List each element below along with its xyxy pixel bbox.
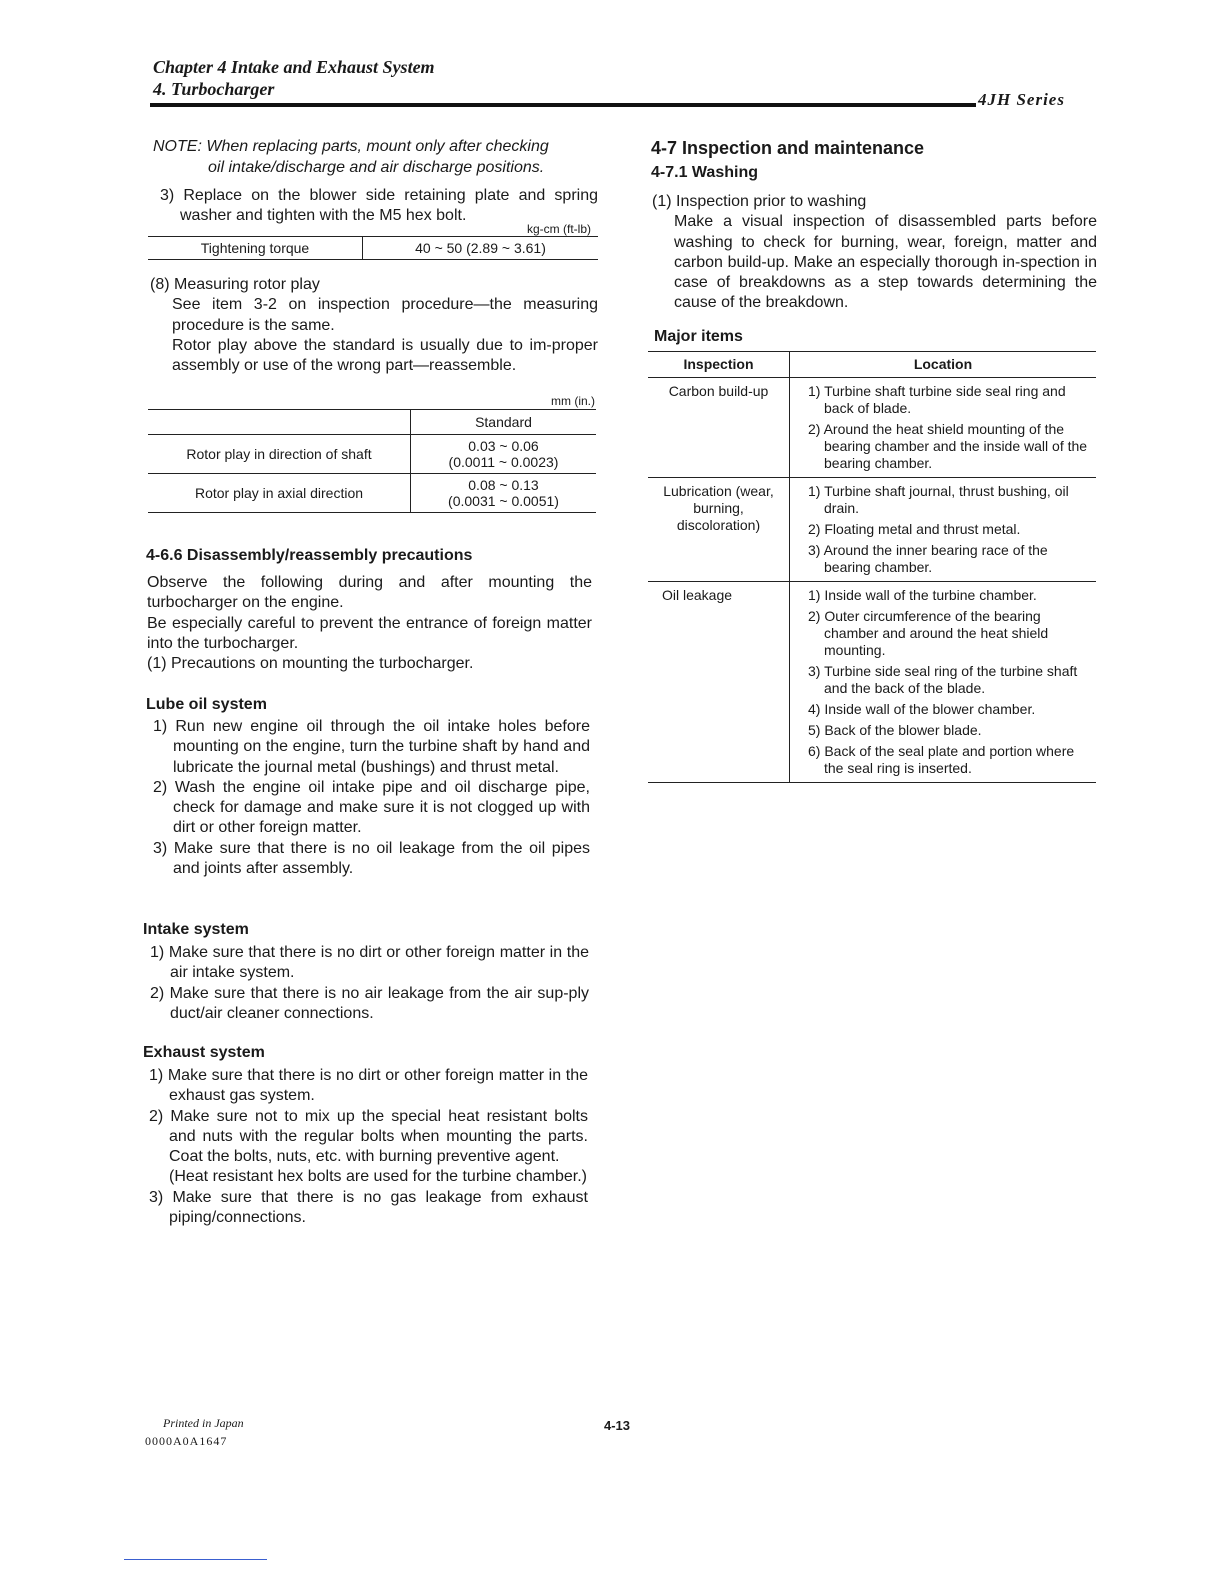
inspection-step-title: (1) Inspection prior to washing bbox=[652, 193, 867, 210]
section-title: 4. Turbocharger bbox=[153, 79, 275, 99]
torque-label: Tightening torque bbox=[148, 237, 363, 260]
intake-system-title: Intake system bbox=[143, 921, 249, 938]
rotor-play-table bbox=[148, 409, 596, 513]
exhaust-system-title: Exhaust system bbox=[143, 1044, 265, 1061]
col-inspection-header: Inspection bbox=[648, 352, 790, 378]
location-list bbox=[790, 383, 1092, 472]
list-item: 1) Inside wall of the turbine chamber. bbox=[808, 587, 1037, 603]
table-row bbox=[648, 478, 1096, 582]
list-item: 2) Around the heat shield mounting of the bearing chamber and the inside wall of the bearing chamber. bbox=[808, 421, 1088, 471]
step-8-para-1: See item 3-2 on inspection procedure—the measuring procedure is the same. bbox=[172, 296, 598, 334]
section-4-6-6-para-3: (1) Precautions on mounting the turbocharger. bbox=[147, 655, 474, 673]
rotor-row-value bbox=[411, 435, 597, 474]
step-8-title: (8) Measuring rotor play bbox=[150, 276, 320, 293]
list-item: 1) Make sure that there is no dirt or other foreign matter in the air intake system. bbox=[150, 944, 589, 982]
step-8 bbox=[150, 275, 598, 376]
rotor-row-label: Rotor play in axial direction bbox=[148, 474, 411, 513]
inspection-cell: Lubrication (wear, burning, discoloration) bbox=[648, 478, 790, 582]
table-row bbox=[648, 582, 1096, 783]
list-item: 2) Make sure that there is no air leakage from the air sup-ply duct/air cleaner connections. bbox=[150, 984, 589, 1022]
note-line-2: oil intake/discharge and air discharge positions. bbox=[208, 159, 545, 176]
header-rule bbox=[150, 103, 976, 107]
inspection-cell: Carbon build-up bbox=[648, 378, 790, 478]
list-item: 3) Around the inner bearing race of the bearing chamber. bbox=[808, 542, 1048, 575]
list-item: 2) Floating metal and thrust metal. bbox=[808, 521, 1021, 537]
chapter-header bbox=[153, 56, 435, 100]
rotor-value-in: (0.0031 ~ 0.0051) bbox=[448, 493, 559, 509]
step-3 bbox=[160, 186, 598, 227]
note bbox=[153, 136, 599, 178]
section-4-7-title: 4-7 Inspection and maintenance bbox=[651, 138, 925, 158]
list-item: 1) Make sure that there is no dirt or other foreign matter in the exhaust gas system. bbox=[149, 1067, 588, 1105]
section-4-6-6-para-2: Be especially careful to prevent the entrance of foreign matter into the turbocharger. bbox=[147, 614, 592, 652]
inspection-cell: Oil leakage bbox=[648, 582, 790, 783]
series-label: 4JH Series bbox=[978, 90, 1065, 109]
list-item: 3) Make sure that there is no oil leakage from the oil pipes and joints after assembly. bbox=[153, 839, 590, 878]
inspection-step-body: Make a visual inspection of disassembled parts before washing to check for burning, wear, foreign, matter and carbon build-up. Make an especially thorough in-spection in case of breakdowns as a step towards determining the cause of the breakdown. bbox=[674, 213, 1097, 312]
rotor-header-standard: Standard bbox=[475, 414, 532, 430]
list-item: 3) Turbine side seal ring of the turbine shaft and the back of the blade. bbox=[808, 663, 1078, 696]
location-list bbox=[790, 587, 1092, 777]
rotor-row-label: Rotor play in direction of shaft bbox=[148, 435, 411, 474]
rotor-row-value bbox=[411, 474, 597, 513]
rotor-unit: mm (in.) bbox=[551, 394, 595, 408]
step-8-para-2: Rotor play above the standard is usually due to im-proper assembly or use of the wrong part—reassemble. bbox=[172, 336, 598, 375]
location-cell bbox=[790, 478, 1097, 582]
location-cell bbox=[790, 378, 1097, 478]
location-list bbox=[790, 483, 1092, 576]
major-items-table bbox=[648, 351, 1096, 783]
exhaust-system-list bbox=[143, 1066, 588, 1228]
footer-link-line bbox=[124, 1559, 267, 1560]
list-item: 1) Turbine shaft turbine side seal ring and back of blade. bbox=[808, 383, 1066, 416]
list-item: 1) Run new engine oil through the oil intake holes before mounting on the engine, turn the turbine shaft by hand and lubricate the journal metal (bushings) and thrust metal. bbox=[153, 718, 590, 776]
section-4-6-6-title: 4-6.6 Disassembly/reassembly precautions bbox=[146, 547, 473, 564]
printed-in-japan: Printed in Japan bbox=[163, 1416, 244, 1430]
list-item: 1) Turbine shaft journal, thrust bushing, oil drain. bbox=[808, 483, 1069, 516]
list-item: (Heat resistant hex bolts are used for the turbine chamber.) bbox=[169, 1168, 587, 1186]
table-row bbox=[148, 474, 596, 513]
section-4-6-6-para-1: Observe the following during and after mounting the turbocharger on the engine. bbox=[147, 574, 592, 612]
step-3-text: 3) Replace on the blower side retaining plate and spring washer and tighten with the M5 hex bolt. bbox=[160, 187, 598, 225]
list-item: 2) Wash the engine oil intake pipe and oil discharge pipe, check for damage and make sure it is not clogged up with dirt or other foreign matter. bbox=[153, 778, 590, 837]
list-item: 4) Inside wall of the blower chamber. bbox=[808, 701, 1036, 717]
location-cell bbox=[790, 582, 1097, 783]
list-item: 6) Back of the seal plate and portion where the seal ring is inserted. bbox=[808, 743, 1075, 776]
document-code: 0000A0A1647 bbox=[145, 1434, 228, 1448]
rotor-value-mm: 0.08 ~ 0.13 bbox=[468, 477, 539, 493]
lube-oil-title: Lube oil system bbox=[146, 696, 267, 713]
list-item: 2) Make sure not to mix up the special heat resistant bolts and nuts with the regular bolts when mounting the parts. Coat the bolts, nuts, etc. with burning preventive agent. bbox=[149, 1107, 588, 1166]
note-line-1: NOTE: When replacing parts, mount only after checking bbox=[153, 138, 549, 155]
major-items-title: Major items bbox=[654, 328, 743, 345]
section-4-7-1-title: 4-7.1 Washing bbox=[651, 164, 758, 181]
section-4-6-6-body bbox=[147, 573, 592, 674]
rotor-value-mm: 0.03 ~ 0.06 bbox=[468, 438, 539, 454]
list-item: 3) Make sure that there is no gas leakage from exhaust piping/connections. bbox=[149, 1188, 588, 1227]
lube-oil-list bbox=[147, 717, 590, 879]
table-row bbox=[648, 378, 1096, 478]
torque-value: 40 ~ 50 (2.89 ~ 3.61) bbox=[415, 240, 546, 256]
chapter-title: Chapter 4 Intake and Exhaust System bbox=[153, 57, 435, 77]
inspection-prior-washing bbox=[652, 192, 1097, 314]
list-item: 5) Back of the blower blade. bbox=[808, 722, 982, 738]
list-item: 2) Outer circumference of the bearing chamber and around the heat shield mounting. bbox=[808, 608, 1049, 658]
rotor-header-blank bbox=[148, 410, 411, 435]
torque-table bbox=[148, 236, 598, 260]
rotor-value-in: (0.0011 ~ 0.0023) bbox=[448, 454, 559, 470]
torque-unit: kg-cm (ft-lb) bbox=[527, 222, 591, 236]
intake-system-list bbox=[144, 943, 589, 1024]
page-number: 4-13 bbox=[604, 1418, 631, 1433]
table-row bbox=[148, 435, 596, 474]
col-location-header: Location bbox=[913, 356, 973, 372]
